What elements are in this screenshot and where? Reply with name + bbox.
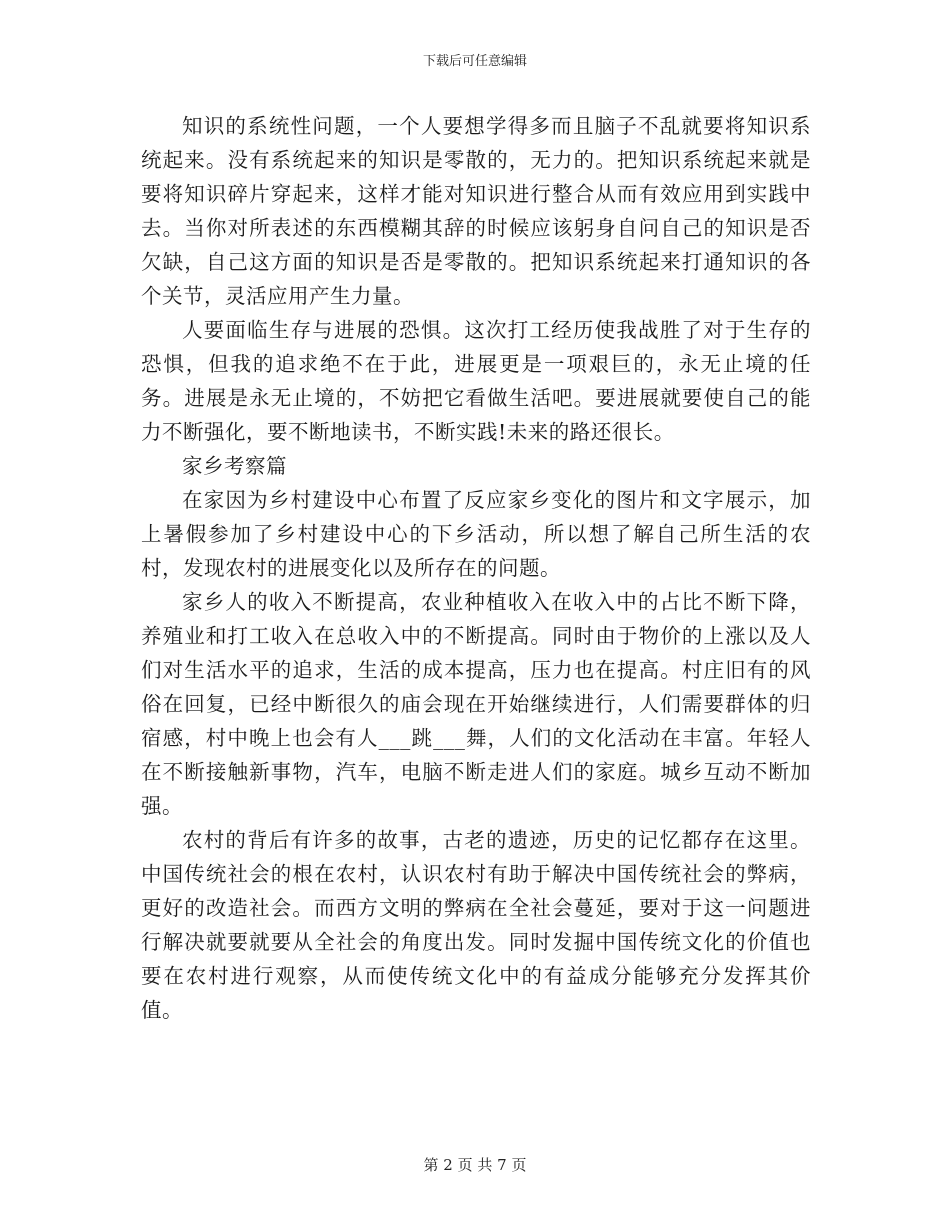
header-note: 下载后可任意编辑	[422, 54, 527, 69]
page-footer	[0, 1156, 950, 1174]
section-heading-hometown: 家乡考察篇	[182, 454, 287, 478]
page-header	[0, 54, 950, 70]
document-body	[141, 109, 811, 1027]
paragraph-survival-fear: 人要面临生存与进展的恐惧。这次打工经历使我战胜了对于生存的恐惧，但我的追求绝不在于此，进展更是一项艰巨的，永无止境的任务。进展是永无止境的，不妨把它看做生活吧。要进展就要使自己的能力不断强化，要不断地读书，不断实践!未来的路还很长。	[141, 318, 811, 444]
paragraph-hometown-intro: 在家因为乡村建设中心布置了反应家乡变化的图片和文字展示，加上暑假参加了乡村建设中心的下乡活动，所以想了解自己所生活的农村，发现农村的进展变化以及所存在的问题。	[141, 488, 811, 580]
paragraph-rural-stories: 农村的背后有许多的故事，古老的遗迹，历史的记忆都存在这里。中国传统社会的根在农村，认识农村有助于解决中国传统社会的弊病，更好的改造社会。而西方文明的弊病在全社会蔓延，要对于这一问题进行解决就要就要从全社会的角度出发。同时发掘中国传统文化的价值也要在农村进行观察，从而使传统文化中的有益成分能够充分发挥其价值。	[141, 828, 811, 1022]
page-number: 第 2 页 共 7 页	[423, 1156, 527, 1174]
paragraph-hometown-income: 家乡人的收入不断提高，农业种植收入在收入中的占比不断下降，养殖业和打工收入在总收入中的不断提高。同时由于物价的上涨以及人们对生活水平的追求，生活的成本提高，压力也在提高。村庄旧有的风俗在回复，已经中断很久的庙会现在开始继续进行，人们需要群体的归宿感，村中晚上也会有人___跳___舞，人们的文化活动在丰富。年轻人在不断接触新事物，汽车，电脑不断走进人们的家庭。城乡互动不断加强。	[141, 590, 811, 818]
paragraph-knowledge-system: 知识的系统性问题，一个人要想学得多而且脑子不乱就要将知识系统起来。没有系统起来的知识是零散的，无力的。把知识系统起来就是要将知识碎片穿起来，这样才能对知识进行整合从而有效应用到实践中去。当你对所表述的东西模糊其辞的时候应该躬身自问自己的知识是否欠缺，自己这方面的知识是否是零散的。把知识系统起来打通知识的各个关节，灵活应用产生力量。	[141, 114, 811, 308]
